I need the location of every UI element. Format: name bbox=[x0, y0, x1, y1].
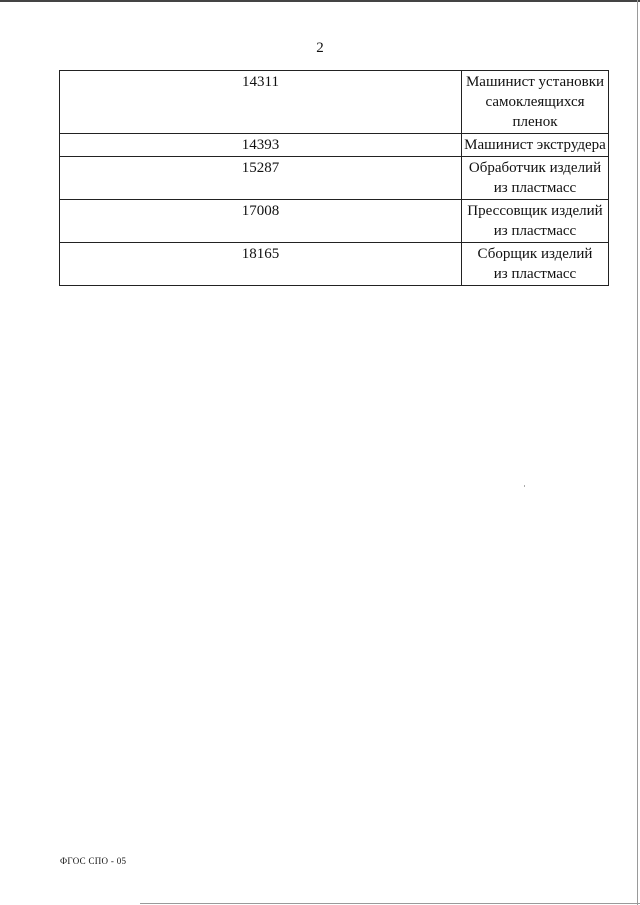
profession-code: 14311 bbox=[60, 71, 462, 134]
page-edge-right bbox=[637, 0, 638, 905]
page-edge-bottom bbox=[140, 903, 640, 904]
scan-speck bbox=[524, 485, 525, 487]
page-edge-top bbox=[0, 0, 640, 2]
profession-name: Обработчик изделий из пластмасс bbox=[462, 157, 609, 200]
profession-codes-table bbox=[59, 70, 609, 286]
profession-name: Машинист экструдера bbox=[462, 134, 609, 157]
table-row bbox=[60, 71, 609, 134]
document-footer: ФГОС СПО - 05 bbox=[60, 856, 127, 866]
table-row bbox=[60, 200, 609, 243]
profession-code: 17008 bbox=[60, 200, 462, 243]
profession-code: 14393 bbox=[60, 134, 462, 157]
profession-name: Прессовщик изделий из пластмасс bbox=[462, 200, 609, 243]
profession-code: 18165 bbox=[60, 243, 462, 286]
table-row bbox=[60, 243, 609, 286]
profession-code: 15287 bbox=[60, 157, 462, 200]
table-row bbox=[60, 134, 609, 157]
profession-name: Сборщик изделий из пластмасс bbox=[462, 243, 609, 286]
table-row bbox=[60, 157, 609, 200]
profession-name: Машинист установки самоклеящихся пленок bbox=[462, 71, 609, 134]
page-number: 2 bbox=[316, 40, 324, 56]
